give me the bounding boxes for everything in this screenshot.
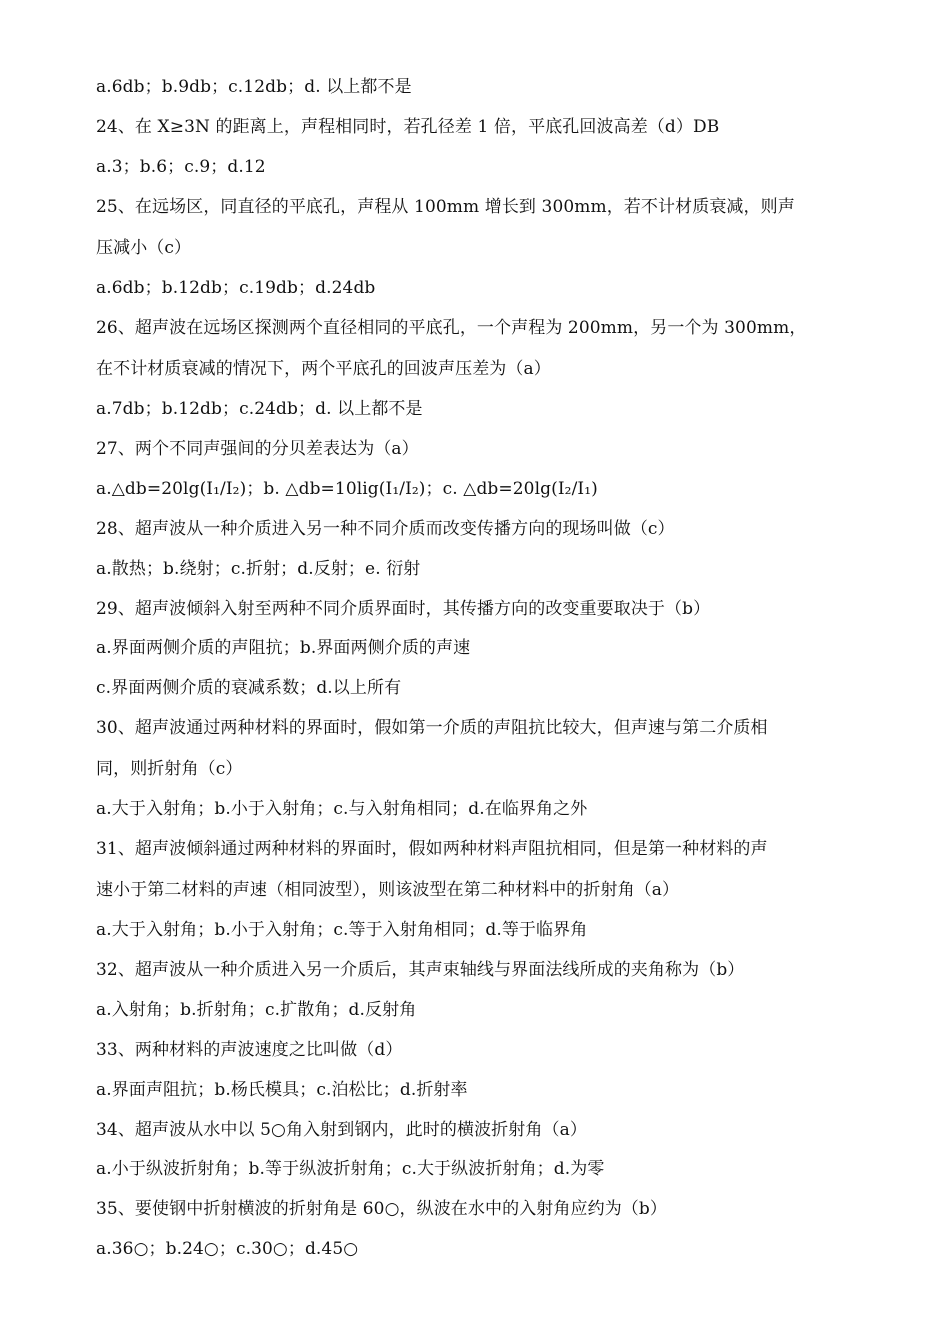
question-35: 35、要使钢中折射横波的折射角是 60○，纵波在水中的入射角应约为（b） [96, 1199, 667, 1219]
question-31: 31、超声波倾斜通过两种材料的界面时，假如两种材料声阻抗相同，但是第一种材料的声 [96, 839, 768, 859]
text-line: a.6db；b.9db；c.12db；d. 以上都不是 [96, 77, 412, 97]
question-32: 32、超声波从一种介质进入另一介质后，其声束轴线与界面法线所成的夹角称为（b） [96, 960, 745, 980]
options-25: a.6db；b.12db；c.19db；d.24db [96, 278, 376, 298]
question-26-cont: 在不计材质衰减的情况下，两个平底孔的回波声压差为（a） [96, 359, 551, 379]
question-24: 24、在 X≥3N 的距离上，声程相同时，若孔径差 1 倍，平底孔回波高差（d）DB [96, 117, 720, 137]
options-28: a.散热；b.绕射；c.折射；d.反射；e. 衍射 [96, 559, 421, 579]
question-28: 28、超声波从一种介质进入另一种不同介质而改变传播方向的现场叫做（c） [96, 519, 675, 539]
options-31: a.大于入射角；b.小于入射角；c.等于入射角相同；d.等于临界角 [96, 920, 588, 940]
options-27: a.△db=20lg(I₁/I₂)；b. △db=10lig(I₁/I₂)；c. △db=20lg(I₂/I₁) [96, 479, 598, 499]
options-32: a.入射角；b.折射角；c.扩散角；d.反射角 [96, 1000, 417, 1020]
question-27: 27、两个不同声强间的分贝差表达为（a） [96, 439, 419, 459]
question-30-cont: 同，则折射角（c） [96, 759, 243, 779]
question-30: 30、超声波通过两种材料的界面时，假如第一介质的声阻抗比较大，但声速与第二介质相 [96, 718, 768, 738]
question-25: 25、在远场区，同直径的平底孔，声程从 100mm 增长到 300mm，若不计材质衰减，则声 [96, 197, 795, 217]
options-24: a.3；b.6；c.9；d.12 [96, 157, 266, 177]
options-29-cont: c.界面两侧介质的衰减系数；d.以上所有 [96, 678, 402, 698]
question-29: 29、超声波倾斜入射至两种不同介质界面时，其传播方向的改变重要取决于（b） [96, 599, 711, 619]
options-30: a.大于入射角；b.小于入射角；c.与入射角相同；d.在临界角之外 [96, 799, 588, 819]
question-26: 26、超声波在远场区探测两个直径相同的平底孔，一个声程为 200mm，另一个为 300mm， [96, 318, 807, 338]
question-31-cont: 速小于第二材料的声速（相同波型），则该波型在第二种材料中的折射角（a） [96, 880, 680, 900]
options-35: a.36○；b.24○；c.30○；d.45○ [96, 1239, 359, 1259]
question-25-cont: 压减小（c） [96, 238, 192, 258]
options-26: a.7db；b.12db；c.24db；d. 以上都不是 [96, 399, 423, 419]
options-33: a.界面声阻抗；b.杨氏模具；c.泊松比；d.折射率 [96, 1080, 468, 1100]
question-33: 33、两种材料的声波速度之比叫做（d） [96, 1040, 403, 1060]
options-29: a.界面两侧介质的声阻抗；b.界面两侧介质的声速 [96, 638, 471, 658]
options-34: a.小于纵波折射角；b.等于纵波折射角；c.大于纵波折射角；d.为零 [96, 1159, 605, 1179]
question-34: 34、超声波从水中以 5○角入射到钢内，此时的横波折射角（a） [96, 1120, 587, 1140]
